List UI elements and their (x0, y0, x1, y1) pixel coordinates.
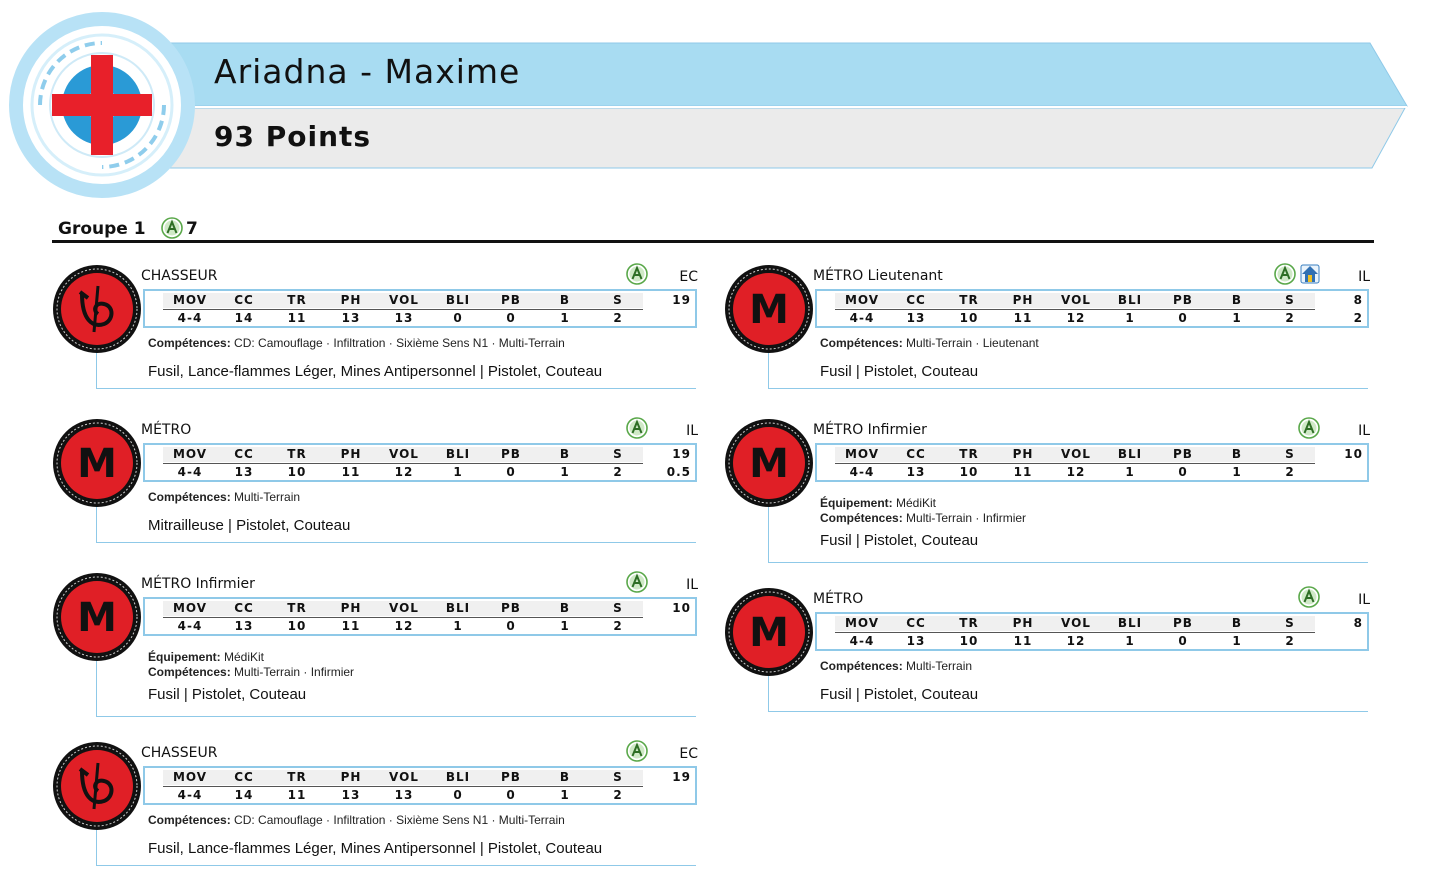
stat-value: 1 (1125, 311, 1135, 325)
stat-value: 12 (394, 619, 414, 633)
regular-order-icon (626, 263, 648, 285)
stat-table (143, 766, 697, 805)
stat-header: S (1285, 616, 1295, 630)
stat-header: CC (906, 447, 926, 461)
unit-name: MÉTRO Infirmier (141, 576, 255, 592)
skills-label: Compétences: (820, 659, 903, 673)
stat-value: 13 (234, 619, 254, 633)
unit-weapons: Mitrailleuse | Pistolet, Couteau (148, 517, 351, 534)
group-order-count: 7 (186, 219, 198, 239)
stat-value: 1 (1232, 311, 1242, 325)
stat-header: TR (287, 770, 307, 784)
stat-value: 14 (234, 311, 254, 325)
ariadna-emblem-icon (14, 17, 190, 193)
stat-header: B (559, 293, 571, 307)
unit-type: EC (679, 746, 698, 762)
unit-card (724, 587, 1370, 714)
stat-header: PH (1012, 293, 1034, 307)
stat-value: 1 (453, 619, 463, 633)
skills-label: Compétences: (820, 511, 903, 525)
skills-list: CD: Camouflage · Infiltration · Sixième Sens N1 · Multi-Terrain (230, 336, 565, 350)
unit-skills (148, 813, 565, 827)
unit-name: MÉTRO (813, 591, 864, 607)
stat-value: 0 (506, 619, 516, 633)
stat-value-row (145, 310, 695, 328)
stat-value: 13 (906, 634, 926, 648)
stat-header: MOV (172, 447, 208, 461)
stat-header-row (817, 614, 1367, 632)
stat-value: 10 (959, 465, 979, 479)
stat-value: 4-4 (849, 634, 875, 648)
regular-order-icon (161, 217, 183, 239)
stat-value: 1 (1232, 634, 1242, 648)
stat-header: B (1231, 447, 1243, 461)
stat-value: 4-4 (849, 465, 875, 479)
unit-type: IL (1358, 269, 1370, 285)
stat-value: 0 (506, 311, 516, 325)
stat-header: S (613, 601, 623, 615)
stat-header: TR (959, 447, 979, 461)
unit-weapons: Fusil | Pistolet, Couteau (820, 363, 979, 380)
stat-header: MOV (844, 447, 880, 461)
stat-header: TR (287, 601, 307, 615)
stat-header: VOL (1061, 616, 1091, 630)
stat-value: 11 (341, 619, 361, 633)
stat-value: 1 (453, 465, 463, 479)
unit-skills (820, 336, 1039, 350)
stat-value: 2 (613, 465, 623, 479)
unit-name: MÉTRO Lieutenant (813, 268, 943, 284)
stat-table (815, 443, 1369, 482)
lieutenant-icon (1300, 263, 1320, 285)
stat-value: 0 (506, 465, 516, 479)
skills-label: Compétences: (148, 490, 231, 504)
unit-icons (626, 740, 648, 762)
unit-card (52, 264, 698, 391)
equipment-label: Équipement: (820, 496, 893, 510)
stat-value: 12 (394, 465, 414, 479)
unit-swc: 0.5 (666, 465, 691, 479)
unit-weapons: Fusil, Lance-flammes Léger, Mines Antipersonnel | Pistolet, Couteau (148, 363, 603, 380)
stat-value: 0 (453, 311, 463, 325)
unit-card (52, 418, 698, 545)
stat-value: 4-4 (177, 788, 203, 802)
unit-icons (1274, 263, 1320, 285)
stat-value: 10 (959, 311, 979, 325)
unit-icons (1298, 417, 1320, 439)
stat-value: 13 (394, 311, 414, 325)
stat-value: 1 (1125, 465, 1135, 479)
stat-header: BLI (1117, 293, 1143, 307)
stat-header: S (1285, 447, 1295, 461)
metro-m-logo-icon (52, 418, 142, 508)
stat-header: MOV (172, 770, 208, 784)
stat-value: 10 (287, 619, 307, 633)
stat-header: CC (234, 447, 254, 461)
stat-header: CC (234, 293, 254, 307)
stat-value: 1 (560, 619, 570, 633)
equipment-list: MédiKit (892, 496, 937, 510)
stat-value-row (817, 633, 1367, 651)
unit-skills (148, 490, 300, 504)
stat-value: 0 (1178, 311, 1188, 325)
stat-value-row (145, 618, 695, 636)
stat-header: VOL (389, 447, 419, 461)
stat-value: 0 (1178, 634, 1188, 648)
stat-header: BLI (1117, 616, 1143, 630)
unit-skills (820, 511, 1026, 525)
stat-header: VOL (389, 601, 419, 615)
stat-table (143, 289, 697, 328)
svg-text:M: M (77, 441, 117, 487)
stat-value: 13 (341, 788, 361, 802)
svg-text:M: M (749, 287, 789, 333)
stat-header: VOL (1061, 293, 1091, 307)
metro-m-logo-icon (724, 587, 814, 677)
group-heading (52, 216, 1374, 243)
unit-card (52, 572, 698, 719)
unit-type: IL (1358, 423, 1370, 439)
stat-value: 2 (613, 788, 623, 802)
stat-value: 4-4 (177, 619, 203, 633)
army-header (0, 0, 1432, 200)
regular-order-icon (1298, 417, 1320, 439)
stat-value: 2 (1285, 634, 1295, 648)
unit-points: 8 (1353, 616, 1363, 630)
stat-header-row (145, 291, 695, 309)
unit-weapons: Fusil | Pistolet, Couteau (820, 532, 979, 549)
stat-header: PH (340, 770, 362, 784)
regular-order-icon (626, 740, 648, 762)
stat-header: PH (1012, 447, 1034, 461)
stat-value: 13 (394, 788, 414, 802)
stat-header: MOV (844, 293, 880, 307)
stat-header-row (145, 445, 695, 463)
stat-header: BLI (445, 447, 471, 461)
stat-header: PB (501, 601, 521, 615)
stat-value: 2 (613, 619, 623, 633)
group-name: Groupe 1 (58, 219, 146, 239)
unit-points: 19 (672, 770, 691, 784)
unit-equipment (820, 496, 936, 510)
unit-icons (626, 417, 648, 439)
header-banner (0, 0, 1432, 200)
stat-value: 4-4 (849, 311, 875, 325)
stat-header: PH (340, 601, 362, 615)
stat-value: 12 (1066, 465, 1086, 479)
skills-list: Multi-Terrain (902, 659, 973, 673)
stat-value: 1 (1125, 634, 1135, 648)
regular-order-icon (1274, 263, 1296, 285)
unit-type: IL (686, 577, 698, 593)
stat-value: 4-4 (177, 311, 203, 325)
stat-header: PH (340, 293, 362, 307)
stat-header: VOL (389, 770, 419, 784)
unit-icons (1298, 586, 1320, 608)
unit-points: 19 (672, 293, 691, 307)
skills-label: Compétences: (148, 336, 231, 350)
stat-value: 11 (287, 311, 307, 325)
unit-swc: 2 (1353, 311, 1363, 325)
stat-value: 2 (1285, 311, 1295, 325)
stat-value: 1 (560, 311, 570, 325)
stat-header: TR (287, 293, 307, 307)
skills-label: Compétences: (148, 665, 231, 679)
stat-value-row (817, 464, 1367, 482)
army-points: 93 Points (214, 120, 372, 153)
unit-name: MÉTRO (141, 422, 192, 438)
stat-header: S (613, 447, 623, 461)
unit-points: 10 (1344, 447, 1363, 461)
stat-value: 0 (506, 788, 516, 802)
stat-header: TR (959, 293, 979, 307)
unit-points: 10 (672, 601, 691, 615)
stat-header: BLI (445, 293, 471, 307)
stat-header: PB (1173, 447, 1193, 461)
stat-header: S (613, 293, 623, 307)
stat-header: TR (959, 616, 979, 630)
stat-value: 14 (234, 788, 254, 802)
unit-card (724, 418, 1370, 565)
unit-weapons: Fusil, Lance-flammes Léger, Mines Antipersonnel | Pistolet, Couteau (148, 840, 603, 857)
svg-text:M: M (749, 441, 789, 487)
regular-order-icon (626, 417, 648, 439)
stat-header: VOL (389, 293, 419, 307)
stat-value: 11 (1013, 311, 1033, 325)
stat-header: B (559, 770, 571, 784)
stat-value: 1 (560, 788, 570, 802)
unit-weapons: Fusil | Pistolet, Couteau (820, 686, 979, 703)
unit-type: IL (1358, 592, 1370, 608)
stat-header-row (145, 768, 695, 786)
stat-table (815, 612, 1369, 651)
stat-value: 0 (1178, 465, 1188, 479)
stat-header: B (559, 447, 571, 461)
stat-value: 13 (906, 465, 926, 479)
stat-value: 0 (453, 788, 463, 802)
stat-table (815, 289, 1369, 328)
stat-value: 13 (234, 465, 254, 479)
stat-header: PH (1012, 616, 1034, 630)
skills-label: Compétences: (820, 336, 903, 350)
stat-value: 1 (1232, 465, 1242, 479)
stat-value-row (817, 310, 1367, 328)
army-title: Ariadna - Maxime (214, 52, 521, 91)
skills-list: Multi-Terrain (230, 490, 301, 504)
stat-header-row (817, 445, 1367, 463)
regular-order-icon (626, 571, 648, 593)
stat-header: B (559, 601, 571, 615)
stat-value-row (145, 464, 695, 482)
stat-header: PB (1173, 616, 1193, 630)
unit-skills (820, 659, 972, 673)
unit-skills (148, 665, 354, 679)
stat-value: 1 (560, 465, 570, 479)
stat-value: 11 (287, 788, 307, 802)
chasseur-horn-logo-icon (52, 264, 142, 354)
svg-text:M: M (77, 595, 117, 641)
unit-name: CHASSEUR (141, 745, 218, 761)
stat-header: TR (287, 447, 307, 461)
stat-value: 4-4 (177, 465, 203, 479)
unit-name: MÉTRO Infirmier (813, 422, 927, 438)
regular-order-icon (1298, 586, 1320, 608)
stat-value: 2 (1285, 465, 1295, 479)
stat-header: BLI (445, 601, 471, 615)
stat-value: 11 (341, 465, 361, 479)
stat-table (143, 443, 697, 482)
chasseur-horn-logo-icon (52, 741, 142, 831)
stat-value: 2 (613, 311, 623, 325)
unit-skills (148, 336, 565, 350)
stat-value: 12 (1066, 634, 1086, 648)
stat-value: 10 (959, 634, 979, 648)
stat-header: S (613, 770, 623, 784)
unit-icons (626, 571, 648, 593)
stat-header: S (1285, 293, 1295, 307)
metro-m-logo-icon (724, 418, 814, 508)
unit-type: IL (686, 423, 698, 439)
stat-value: 13 (341, 311, 361, 325)
unit-icons (626, 263, 648, 285)
stat-header-row (817, 291, 1367, 309)
stat-header: PB (501, 770, 521, 784)
stat-header: CC (906, 616, 926, 630)
metro-m-logo-icon (724, 264, 814, 354)
stat-value: 11 (1013, 465, 1033, 479)
stat-header: B (1231, 293, 1243, 307)
stat-header: CC (234, 601, 254, 615)
stat-header: BLI (1117, 447, 1143, 461)
stat-header: BLI (445, 770, 471, 784)
equipment-label: Équipement: (148, 650, 221, 664)
stat-header: MOV (172, 601, 208, 615)
skills-list: Multi-Terrain · Infirmier (230, 665, 355, 679)
skills-list: CD: Camouflage · Infiltration · Sixième Sens N1 · Multi-Terrain (230, 813, 565, 827)
unit-points: 8 (1353, 293, 1363, 307)
stat-value: 11 (1013, 634, 1033, 648)
unit-card (724, 264, 1370, 391)
unit-name: CHASSEUR (141, 268, 218, 284)
unit-weapons: Fusil | Pistolet, Couteau (148, 686, 307, 703)
equipment-list: MédiKit (220, 650, 265, 664)
unit-points: 19 (672, 447, 691, 461)
stat-value: 10 (287, 465, 307, 479)
stat-header: CC (234, 770, 254, 784)
stat-header: VOL (1061, 447, 1091, 461)
stat-value: 12 (1066, 311, 1086, 325)
metro-m-logo-icon (52, 572, 142, 662)
stat-header: CC (906, 293, 926, 307)
stat-header-row (145, 599, 695, 617)
stat-header: MOV (172, 293, 208, 307)
stat-header: PB (1173, 293, 1193, 307)
stat-header: B (1231, 616, 1243, 630)
stat-header: PB (501, 293, 521, 307)
skills-list: Multi-Terrain · Infirmier (902, 511, 1027, 525)
unit-equipment (148, 650, 264, 664)
unit-type: EC (679, 269, 698, 285)
stat-header: MOV (844, 616, 880, 630)
stat-header: PB (501, 447, 521, 461)
skills-list: Multi-Terrain · Lieutenant (902, 336, 1039, 350)
stat-table (143, 597, 697, 636)
stat-value-row (145, 787, 695, 805)
stat-value: 13 (906, 311, 926, 325)
skills-label: Compétences: (148, 813, 231, 827)
stat-header: PH (340, 447, 362, 461)
unit-card (52, 741, 698, 868)
svg-text:M: M (749, 610, 789, 656)
